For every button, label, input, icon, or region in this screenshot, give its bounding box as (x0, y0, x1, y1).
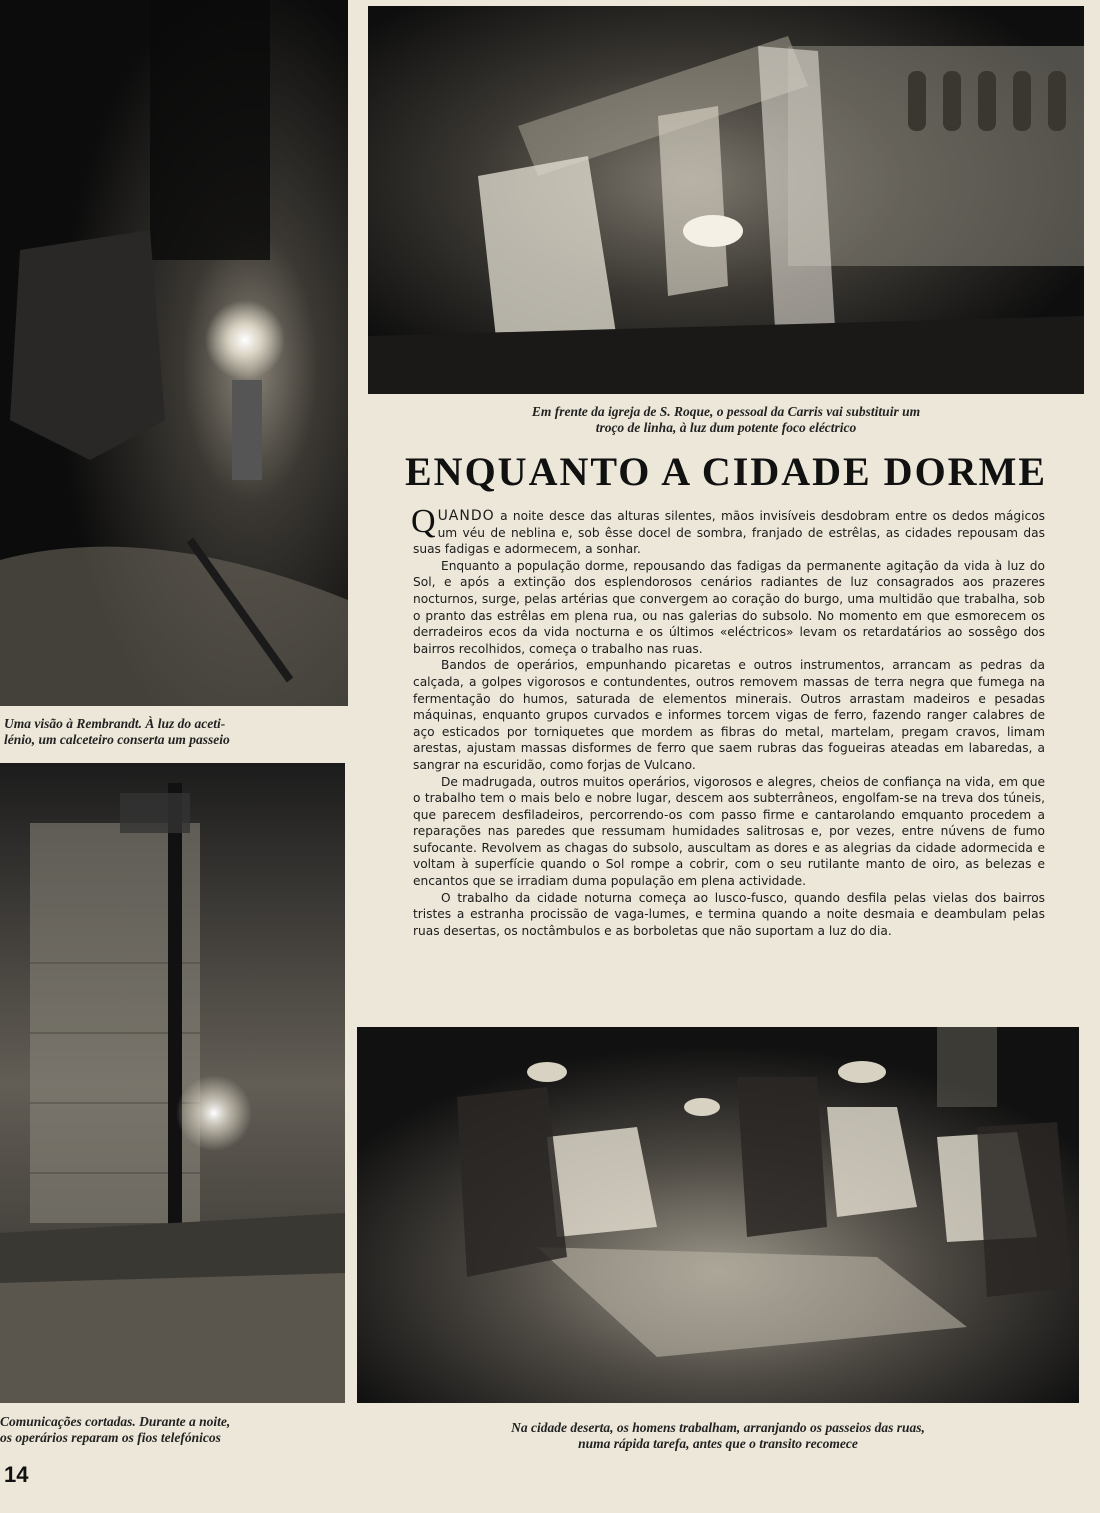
article-body (411, 503, 1045, 939)
photo-rembrandt-paver (0, 0, 348, 706)
lead-word: UANDO (437, 508, 495, 524)
photo-pavers-working (357, 1027, 1079, 1403)
article-paragraph: De madrugada, outros muitos operários, vigorosos e alegres, cheios de confiança na vida, em que o trabalho tem o mais belo e nobre lugar, descem aos subterrâneos, engolfam-se na treva dos túneis, que parecem desfiladeiros, percorrendo-os com passo firme e cantarolando emquanto procedem a reparações nas paredes que ressumam humidades salitrosas e, por vezes, entre núvens de fumo sufocante. Revolvem as chagas do subsolo, auscultam as dores e as alegrias da cidade adormecida e voltam à superfície quando o Sol rompe a cobrir, com o seu rutilante manto de oiro, as belezas e encantos que se irradiam duma população em plena actividade. (413, 774, 1045, 889)
headline: ENQUANTO A CIDADE DORME (405, 449, 1047, 494)
caption-rembrandt: Uma visão à Rembrandt. À luz do aceti- lénio, um calceteiro conserta um passeio (4, 716, 230, 747)
caption-s-roque: Em frente da igreja de S. Roque, o pessoal da Carris vai substituir um troço de linha, à luz dum potente foco eléctrico (531, 404, 921, 435)
drop-cap: Q (411, 503, 436, 540)
article-paragraph: Enquanto a população dorme, repousando das fadigas da permanente agitação da vida à luz do Sol, e após a extinção dos esplendorosos cenários radiantes de luz consagrados aos prazeres nocturnos, surge, pelas artérias que convergem ao coração do burgo, uma multidão que trabalha, sob o pranto das estrêlas em plena rua, ou nas galerias do subsolo. No momento em que esmorecem os derradeiros ecos da vida nocturna e os últimos «eléctricos» levam os retardatários ao sossêgo dos bairros recolhidos, começa o trabalho nas ruas. (413, 558, 1045, 656)
photo-telephone-repair (0, 763, 345, 1403)
caption-telephone: Comunicações cortadas. Durante a noite, os operários reparam os fios telefónicos (0, 1414, 231, 1445)
photo-s-roque-tramway (368, 6, 1084, 394)
page-number: 14 (4, 1462, 29, 1487)
article-paragraph: O trabalho da cidade noturna começa ao lusco-fusco, quando desfila pelas vielas dos bairros tristes a estranha procissão de vaga-lumes, e termina quando a noite desmaia e deambulam pelas ruas desertas, os noctâmbulos e as borboletas que não suportam a luz do dia. (413, 890, 1045, 938)
article-paragraph: Bandos de operários, empunhando picaretas e outros instrumentos, arrancam as pedras da calçada, a golpes vigorosos e contundentes, outros removem massas de terra negra que fumega na fermentação do humos, saturada de elementos minerais. Outros arrastam madeiros e pesadas máquinas, enquanto grupos curvados e informes torcem vigas de ferro, fazendo ranger calabres de aço esticados por torniquetes que mordem as fibras do metal, martelam, pregam cravos, limam arestas, ajustam massas disformes de ferro que saem rubras das fogueiras ateadas em labaredas, a sangrar na escuridão, como forjas de Vulcano. (413, 658, 1045, 772)
article-paragraph: QUANDO a noite desce das alturas silentes, mãos invisíveis desdobram entre os dedos mágicos um véu de neblina e, sob êsse docel de sombra, franjado de estrêlas, as cidades repousam das suas fadigas e adormecem, a sonhar. (411, 503, 1045, 557)
caption-pavers: Na cidade deserta, os homens trabalham, arranjando os passeios das ruas, numa rápida tarefa, antes que o transito recomece (511, 1420, 925, 1451)
